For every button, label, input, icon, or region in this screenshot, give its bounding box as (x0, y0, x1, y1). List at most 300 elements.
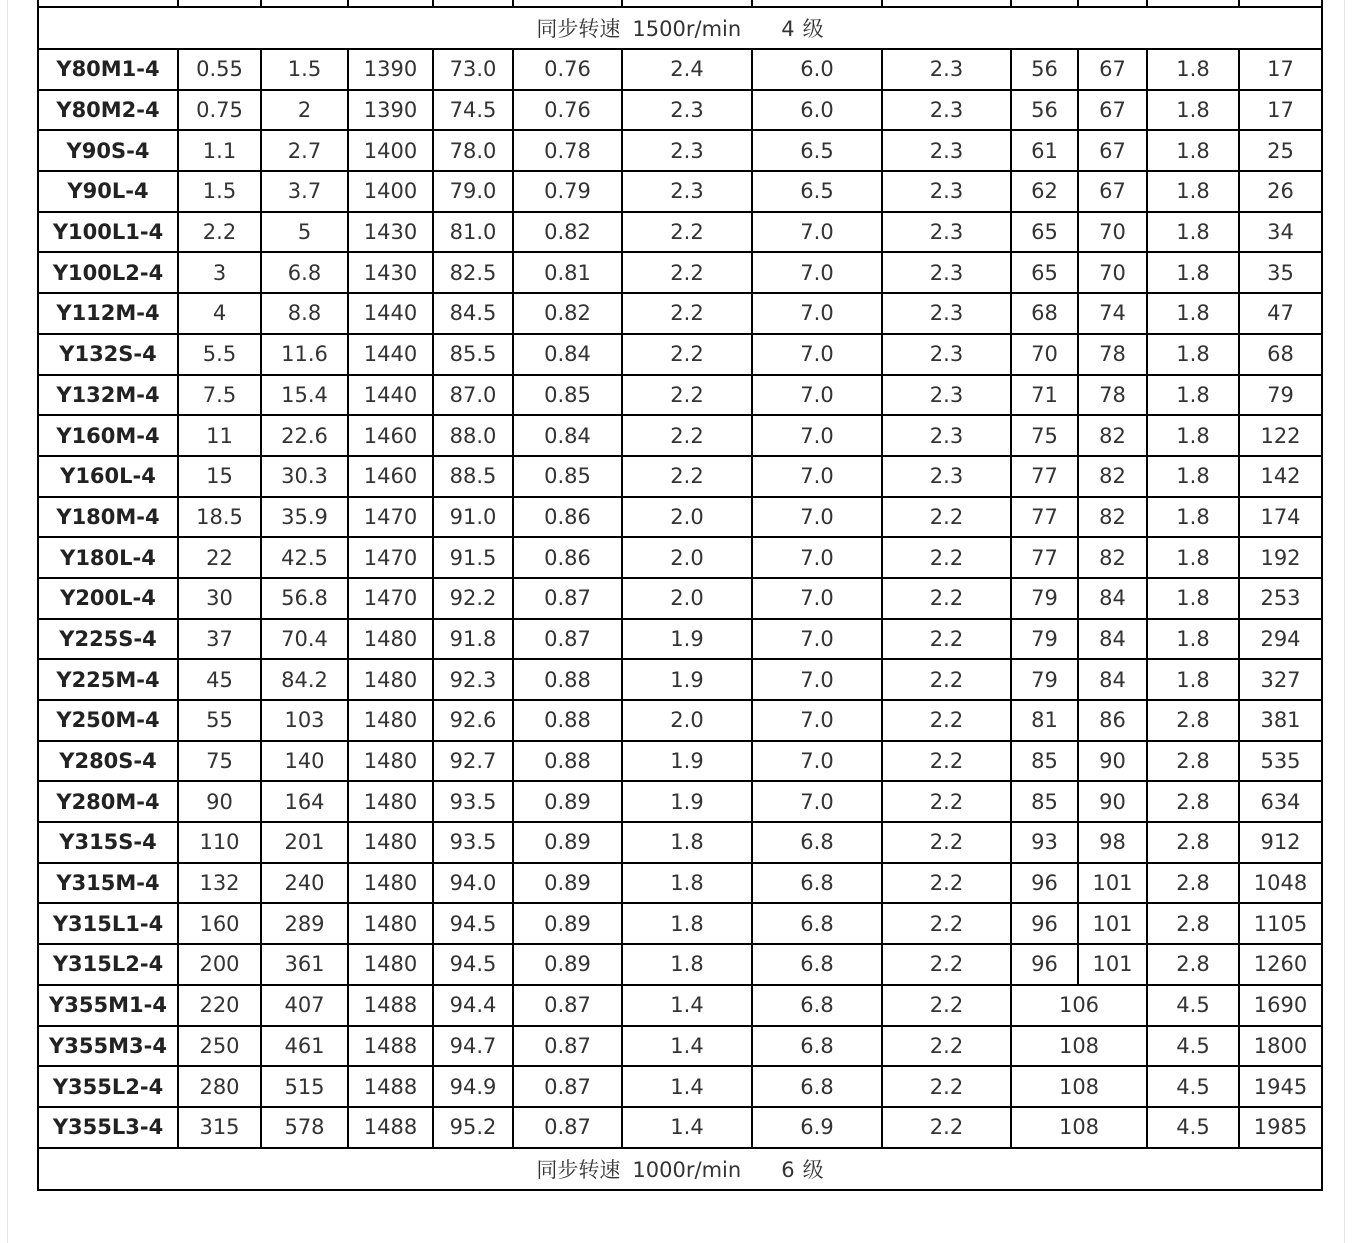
value-cell-c2: 578 (261, 1107, 348, 1148)
value-cell-c1: 5.5 (178, 334, 261, 375)
value-cell-c10: 82 (1078, 456, 1147, 497)
value-cell-c2: 11.6 (261, 334, 348, 375)
value-cell-c7: 6.5 (752, 130, 882, 171)
value-cell-c8: 2.3 (882, 293, 1011, 334)
value-cell-c11: 1.8 (1147, 578, 1239, 619)
value-cell-c3: 1460 (348, 415, 433, 456)
value-cell-c9: 79 (1011, 659, 1078, 700)
table-row (38, 659, 1322, 700)
value-cell-c9: 56 (1011, 90, 1078, 131)
value-cell-c7: 7.0 (752, 619, 882, 660)
value-cell-c10: 78 (1078, 375, 1147, 416)
value-cell-c2: 2 (261, 90, 348, 131)
value-cell-c8: 2.2 (882, 619, 1011, 660)
value-cell-c5: 0.79 (513, 171, 622, 212)
model-cell: Y180L-4 (38, 537, 178, 578)
value-cell-c11: 2.8 (1147, 944, 1239, 985)
value-cell-c9: 106 (1011, 985, 1147, 1026)
value-cell-c6: 2.2 (622, 212, 752, 253)
value-cell-c4: 88.5 (433, 456, 513, 497)
model-cell: Y132S-4 (38, 334, 178, 375)
value-cell-c6: 2.0 (622, 537, 752, 578)
model-cell: Y250M-4 (38, 700, 178, 741)
value-cell-c2: 35.9 (261, 497, 348, 538)
value-cell-c8: 2.2 (882, 1026, 1011, 1067)
table-row (38, 741, 1322, 782)
value-cell-c11: 1.8 (1147, 293, 1239, 334)
value-cell-c6: 1.4 (622, 1026, 752, 1067)
value-cell-c2: 1.5 (261, 49, 348, 90)
value-cell-c11: 1.8 (1147, 537, 1239, 578)
table-row (38, 212, 1322, 253)
value-cell-c1: 280 (178, 1066, 261, 1107)
value-cell-c7: 6.8 (752, 903, 882, 944)
value-cell-c6: 1.4 (622, 1107, 752, 1148)
model-cell: Y315M-4 (38, 863, 178, 904)
value-cell-c8: 2.2 (882, 537, 1011, 578)
value-cell-c7: 6.8 (752, 1066, 882, 1107)
value-cell-c5: 0.76 (513, 49, 622, 90)
value-cell-c7: 7.0 (752, 578, 882, 619)
value-cell-c11: 2.8 (1147, 863, 1239, 904)
value-cell-c3: 1390 (348, 90, 433, 131)
value-cell-c1: 2.2 (178, 212, 261, 253)
value-cell-c5: 0.82 (513, 293, 622, 334)
value-cell-c9: 85 (1011, 741, 1078, 782)
value-cell-c5: 0.85 (513, 375, 622, 416)
value-cell-c9: 96 (1011, 903, 1078, 944)
table-row (38, 456, 1322, 497)
value-cell-c3: 1440 (348, 375, 433, 416)
value-cell-c4: 93.5 (433, 822, 513, 863)
value-cell-c11: 1.8 (1147, 90, 1239, 131)
value-cell-c6: 2.3 (622, 130, 752, 171)
value-cell-c10: 67 (1078, 130, 1147, 171)
value-cell-c7: 7.0 (752, 415, 882, 456)
value-cell-c8: 2.2 (882, 903, 1011, 944)
value-cell-c10: 70 (1078, 252, 1147, 293)
value-cell-c8: 2.2 (882, 741, 1011, 782)
value-cell-c10: 101 (1078, 863, 1147, 904)
value-cell-c12: 253 (1239, 578, 1322, 619)
model-cell: Y100L2-4 (38, 252, 178, 293)
value-cell-c5: 0.87 (513, 1107, 622, 1148)
value-cell-c1: 132 (178, 863, 261, 904)
section-header-4-pole (38, 7, 1322, 49)
value-cell-c7: 7.0 (752, 741, 882, 782)
value-cell-c3: 1480 (348, 903, 433, 944)
value-cell-c6: 2.0 (622, 497, 752, 538)
value-cell-c4: 91.0 (433, 497, 513, 538)
value-cell-c4: 92.6 (433, 700, 513, 741)
value-cell-c11: 1.8 (1147, 456, 1239, 497)
value-cell-c10: 101 (1078, 944, 1147, 985)
value-cell-c9: 65 (1011, 252, 1078, 293)
value-cell-c7: 7.0 (752, 781, 882, 822)
value-cell-c12: 35 (1239, 252, 1322, 293)
table-row (38, 863, 1322, 904)
value-cell-c4: 94.4 (433, 985, 513, 1026)
value-cell-c12: 1800 (1239, 1026, 1322, 1067)
value-cell-c4: 94.5 (433, 944, 513, 985)
value-cell-c5: 0.87 (513, 578, 622, 619)
value-cell-c4: 94.5 (433, 903, 513, 944)
value-cell-c2: 84.2 (261, 659, 348, 700)
value-cell-c5: 0.76 (513, 90, 622, 131)
model-cell: Y132M-4 (38, 375, 178, 416)
value-cell-c6: 2.2 (622, 375, 752, 416)
value-cell-c10: 90 (1078, 781, 1147, 822)
model-cell: Y112M-4 (38, 293, 178, 334)
value-cell-c1: 15 (178, 456, 261, 497)
value-cell-c5: 0.84 (513, 334, 622, 375)
model-cell: Y280S-4 (38, 741, 178, 782)
value-cell-c2: 70.4 (261, 619, 348, 660)
table-row (38, 497, 1322, 538)
value-cell-c6: 1.8 (622, 944, 752, 985)
value-cell-c8: 2.2 (882, 578, 1011, 619)
value-cell-c5: 0.78 (513, 130, 622, 171)
value-cell-c7: 7.0 (752, 700, 882, 741)
model-cell: Y280M-4 (38, 781, 178, 822)
value-cell-c1: 1.1 (178, 130, 261, 171)
value-cell-c2: 42.5 (261, 537, 348, 578)
table-top-stub-row (38, 0, 1322, 7)
value-cell-c9: 108 (1011, 1026, 1147, 1067)
model-cell: Y355M1-4 (38, 985, 178, 1026)
table-row (38, 944, 1322, 985)
model-cell: Y355M3-4 (38, 1026, 178, 1067)
value-cell-c8: 2.2 (882, 985, 1011, 1026)
value-cell-c3: 1460 (348, 456, 433, 497)
value-cell-c8: 2.3 (882, 415, 1011, 456)
value-cell-c12: 912 (1239, 822, 1322, 863)
value-cell-c5: 0.81 (513, 252, 622, 293)
value-cell-c8: 2.2 (882, 781, 1011, 822)
value-cell-c6: 2.2 (622, 252, 752, 293)
value-cell-c4: 94.7 (433, 1026, 513, 1067)
value-cell-c2: 3.7 (261, 171, 348, 212)
section-header-cell (38, 1148, 1322, 1190)
value-cell-c10: 86 (1078, 700, 1147, 741)
model-cell: Y160L-4 (38, 456, 178, 497)
value-cell-c3: 1400 (348, 130, 433, 171)
value-cell-c1: 315 (178, 1107, 261, 1148)
value-cell-c9: 79 (1011, 619, 1078, 660)
value-cell-c1: 90 (178, 781, 261, 822)
value-cell-c9: 108 (1011, 1066, 1147, 1107)
value-cell-c11: 2.8 (1147, 903, 1239, 944)
value-cell-c2: 56.8 (261, 578, 348, 619)
value-cell-c11: 1.8 (1147, 497, 1239, 538)
table-row (38, 293, 1322, 334)
value-cell-c9: 70 (1011, 334, 1078, 375)
value-cell-c12: 174 (1239, 497, 1322, 538)
value-cell-c6: 2.2 (622, 456, 752, 497)
value-cell-c2: 407 (261, 985, 348, 1026)
value-cell-c1: 75 (178, 741, 261, 782)
table-row (38, 619, 1322, 660)
value-cell-c10: 67 (1078, 49, 1147, 90)
section-speed: 1500r/min (632, 17, 742, 41)
value-cell-c8: 2.2 (882, 822, 1011, 863)
value-cell-c12: 1690 (1239, 985, 1322, 1026)
value-cell-c6: 2.3 (622, 90, 752, 131)
model-cell: Y225S-4 (38, 619, 178, 660)
value-cell-c2: 461 (261, 1026, 348, 1067)
value-cell-c9: 62 (1011, 171, 1078, 212)
value-cell-c11: 4.5 (1147, 1066, 1239, 1107)
value-cell-c11: 4.5 (1147, 1107, 1239, 1148)
value-cell-c6: 1.9 (622, 659, 752, 700)
value-cell-c7: 6.8 (752, 985, 882, 1026)
value-cell-c9: 65 (1011, 212, 1078, 253)
value-cell-c6: 2.3 (622, 171, 752, 212)
value-cell-c3: 1488 (348, 1026, 433, 1067)
value-cell-c3: 1440 (348, 334, 433, 375)
value-cell-c11: 1.8 (1147, 130, 1239, 171)
table-row (38, 375, 1322, 416)
value-cell-c1: 55 (178, 700, 261, 741)
value-cell-c3: 1470 (348, 537, 433, 578)
value-cell-c9: 75 (1011, 415, 1078, 456)
value-cell-c2: 201 (261, 822, 348, 863)
value-cell-c10: 67 (1078, 90, 1147, 131)
value-cell-c3: 1480 (348, 659, 433, 700)
value-cell-c2: 515 (261, 1066, 348, 1107)
section-pole-unit: 级 (802, 1157, 824, 1182)
table-row (38, 49, 1322, 90)
value-cell-c8: 2.3 (882, 334, 1011, 375)
value-cell-c4: 74.5 (433, 90, 513, 131)
value-cell-c8: 2.3 (882, 212, 1011, 253)
page-left-edge (7, 0, 8, 1243)
value-cell-c1: 7.5 (178, 375, 261, 416)
value-cell-c7: 7.0 (752, 334, 882, 375)
value-cell-c9: 61 (1011, 130, 1078, 171)
table-row (38, 252, 1322, 293)
value-cell-c5: 0.88 (513, 700, 622, 741)
value-cell-c12: 1260 (1239, 944, 1322, 985)
value-cell-c10: 84 (1078, 659, 1147, 700)
value-cell-c12: 1945 (1239, 1066, 1322, 1107)
value-cell-c3: 1480 (348, 619, 433, 660)
value-cell-c3: 1480 (348, 700, 433, 741)
value-cell-c4: 81.0 (433, 212, 513, 253)
value-cell-c12: 47 (1239, 293, 1322, 334)
value-cell-c3: 1440 (348, 293, 433, 334)
value-cell-c5: 0.89 (513, 781, 622, 822)
table-row (38, 1107, 1322, 1148)
value-cell-c4: 92.7 (433, 741, 513, 782)
value-cell-c1: 30 (178, 578, 261, 619)
value-cell-c8: 2.3 (882, 252, 1011, 293)
value-cell-c11: 1.8 (1147, 415, 1239, 456)
value-cell-c6: 2.2 (622, 293, 752, 334)
value-cell-c1: 0.55 (178, 49, 261, 90)
value-cell-c3: 1480 (348, 944, 433, 985)
value-cell-c12: 535 (1239, 741, 1322, 782)
section-pole-number: 4 (781, 17, 795, 41)
value-cell-c5: 0.87 (513, 1026, 622, 1067)
value-cell-c12: 381 (1239, 700, 1322, 741)
value-cell-c6: 1.4 (622, 1066, 752, 1107)
value-cell-c7: 6.8 (752, 863, 882, 904)
value-cell-c12: 192 (1239, 537, 1322, 578)
value-cell-c11: 1.8 (1147, 171, 1239, 212)
value-cell-c1: 11 (178, 415, 261, 456)
value-cell-c1: 160 (178, 903, 261, 944)
value-cell-c8: 2.3 (882, 90, 1011, 131)
value-cell-c2: 289 (261, 903, 348, 944)
value-cell-c12: 294 (1239, 619, 1322, 660)
model-cell: Y315L1-4 (38, 903, 178, 944)
value-cell-c6: 2.0 (622, 578, 752, 619)
value-cell-c7: 6.0 (752, 49, 882, 90)
value-cell-c2: 5 (261, 212, 348, 253)
value-cell-c2: 30.3 (261, 456, 348, 497)
value-cell-c6: 2.2 (622, 415, 752, 456)
value-cell-c3: 1480 (348, 863, 433, 904)
value-cell-c1: 1.5 (178, 171, 261, 212)
value-cell-c6: 1.9 (622, 619, 752, 660)
value-cell-c11: 1.8 (1147, 619, 1239, 660)
value-cell-c9: 77 (1011, 537, 1078, 578)
section-pole-unit: 级 (802, 17, 824, 41)
table-row (38, 90, 1322, 131)
value-cell-c4: 84.5 (433, 293, 513, 334)
value-cell-c8: 2.2 (882, 700, 1011, 741)
value-cell-c4: 88.0 (433, 415, 513, 456)
model-cell: Y225M-4 (38, 659, 178, 700)
value-cell-c4: 92.3 (433, 659, 513, 700)
value-cell-c6: 2.2 (622, 334, 752, 375)
value-cell-c2: 103 (261, 700, 348, 741)
motor-spec-table (37, 0, 1323, 1191)
value-cell-c10: 82 (1078, 415, 1147, 456)
value-cell-c4: 78.0 (433, 130, 513, 171)
value-cell-c5: 0.89 (513, 822, 622, 863)
value-cell-c6: 2.4 (622, 49, 752, 90)
value-cell-c8: 2.3 (882, 171, 1011, 212)
value-cell-c11: 1.8 (1147, 252, 1239, 293)
value-cell-c9: 79 (1011, 578, 1078, 619)
value-cell-c2: 2.7 (261, 130, 348, 171)
value-cell-c3: 1470 (348, 497, 433, 538)
value-cell-c7: 7.0 (752, 659, 882, 700)
model-cell: Y355L3-4 (38, 1107, 178, 1148)
model-cell: Y80M2-4 (38, 90, 178, 131)
value-cell-c10: 82 (1078, 497, 1147, 538)
value-cell-c12: 634 (1239, 781, 1322, 822)
value-cell-c3: 1480 (348, 822, 433, 863)
value-cell-c1: 0.75 (178, 90, 261, 131)
value-cell-c9: 77 (1011, 497, 1078, 538)
model-cell: Y80M1-4 (38, 49, 178, 90)
model-cell: Y90L-4 (38, 171, 178, 212)
value-cell-c3: 1390 (348, 49, 433, 90)
value-cell-c1: 18.5 (178, 497, 261, 538)
value-cell-c12: 68 (1239, 334, 1322, 375)
value-cell-c12: 25 (1239, 130, 1322, 171)
model-cell: Y315S-4 (38, 822, 178, 863)
value-cell-c7: 7.0 (752, 252, 882, 293)
table-row (38, 781, 1322, 822)
value-cell-c8: 2.2 (882, 1107, 1011, 1148)
value-cell-c4: 91.5 (433, 537, 513, 578)
value-cell-c9: 81 (1011, 700, 1078, 741)
value-cell-c4: 85.5 (433, 334, 513, 375)
value-cell-c3: 1480 (348, 741, 433, 782)
value-cell-c3: 1430 (348, 212, 433, 253)
value-cell-c8: 2.3 (882, 375, 1011, 416)
value-cell-c5: 0.86 (513, 537, 622, 578)
value-cell-c8: 2.2 (882, 497, 1011, 538)
value-cell-c11: 1.8 (1147, 334, 1239, 375)
value-cell-c2: 164 (261, 781, 348, 822)
value-cell-c1: 4 (178, 293, 261, 334)
value-cell-c2: 140 (261, 741, 348, 782)
value-cell-c11: 1.8 (1147, 49, 1239, 90)
value-cell-c7: 6.5 (752, 171, 882, 212)
value-cell-c12: 327 (1239, 659, 1322, 700)
page-right-edge (1344, 0, 1345, 1243)
value-cell-c7: 7.0 (752, 375, 882, 416)
value-cell-c4: 87.0 (433, 375, 513, 416)
value-cell-c5: 0.86 (513, 497, 622, 538)
value-cell-c5: 0.87 (513, 619, 622, 660)
model-cell: Y200L-4 (38, 578, 178, 619)
value-cell-c12: 142 (1239, 456, 1322, 497)
value-cell-c3: 1470 (348, 578, 433, 619)
value-cell-c4: 94.9 (433, 1066, 513, 1107)
value-cell-c9: 71 (1011, 375, 1078, 416)
value-cell-c11: 1.8 (1147, 212, 1239, 253)
value-cell-c6: 1.8 (622, 863, 752, 904)
value-cell-c5: 0.84 (513, 415, 622, 456)
value-cell-c7: 6.0 (752, 90, 882, 131)
value-cell-c8: 2.2 (882, 659, 1011, 700)
value-cell-c5: 0.89 (513, 863, 622, 904)
value-cell-c5: 0.85 (513, 456, 622, 497)
value-cell-c12: 34 (1239, 212, 1322, 253)
value-cell-c11: 2.8 (1147, 822, 1239, 863)
table-row (38, 1026, 1322, 1067)
table-row (38, 537, 1322, 578)
value-cell-c10: 74 (1078, 293, 1147, 334)
value-cell-c1: 110 (178, 822, 261, 863)
value-cell-c3: 1488 (348, 1107, 433, 1148)
value-cell-c6: 2.0 (622, 700, 752, 741)
value-cell-c10: 98 (1078, 822, 1147, 863)
value-cell-c9: 85 (1011, 781, 1078, 822)
value-cell-c10: 67 (1078, 171, 1147, 212)
model-cell: Y355L2-4 (38, 1066, 178, 1107)
section-header-cell (38, 7, 1322, 49)
value-cell-c7: 6.8 (752, 944, 882, 985)
model-cell: Y315L2-4 (38, 944, 178, 985)
value-cell-c11: 4.5 (1147, 1026, 1239, 1067)
value-cell-c9: 77 (1011, 456, 1078, 497)
value-cell-c10: 82 (1078, 537, 1147, 578)
value-cell-c12: 1048 (1239, 863, 1322, 904)
value-cell-c9: 68 (1011, 293, 1078, 334)
table-row (38, 578, 1322, 619)
value-cell-c5: 0.88 (513, 741, 622, 782)
value-cell-c5: 0.89 (513, 903, 622, 944)
value-cell-c1: 45 (178, 659, 261, 700)
value-cell-c1: 250 (178, 1026, 261, 1067)
